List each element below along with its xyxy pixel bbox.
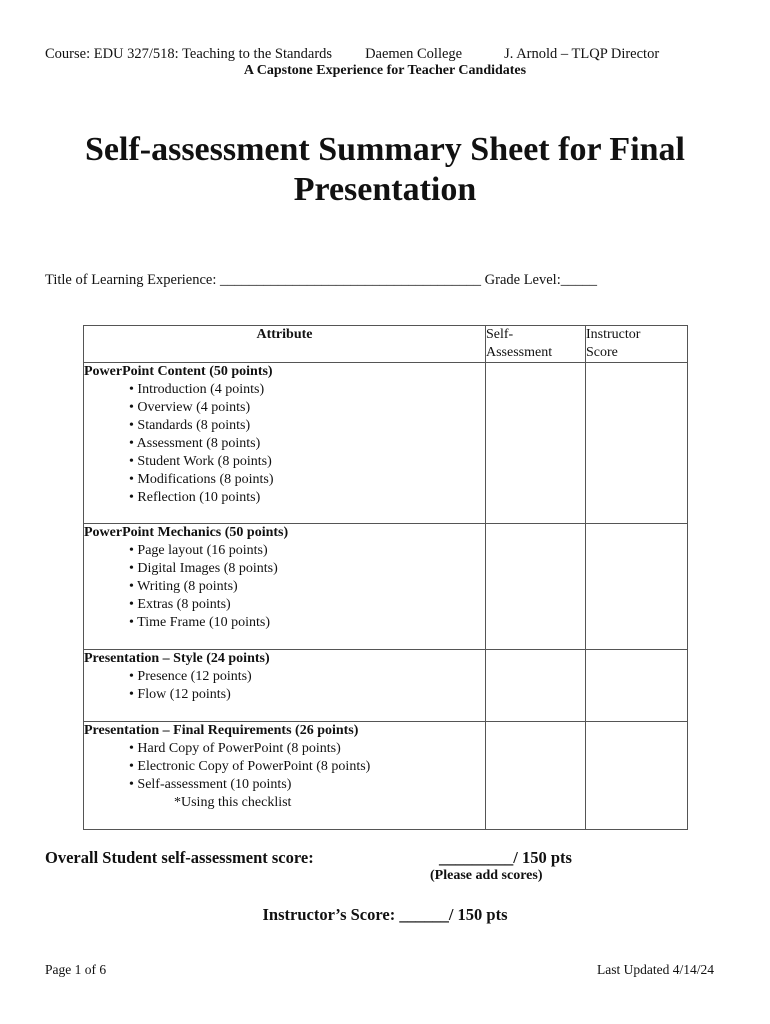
header-subtitle: A Capstone Experience for Teacher Candidates [243, 63, 527, 78]
table-row [84, 722, 688, 830]
list-item: • Assessment (8 points) [129, 436, 261, 451]
list-item: • Page layout (16 points) [129, 543, 268, 558]
instructor-score-cell [586, 363, 688, 524]
instructor-score-cell [586, 722, 688, 830]
list-item: • Modifications (8 points) [129, 472, 274, 487]
section-final-requirements [84, 722, 486, 830]
section-style [84, 650, 486, 722]
course-name: Course: EDU 327/518: Teaching to the Standards [45, 46, 333, 62]
title-line-2: Presentation [293, 171, 477, 208]
section-mechanics [84, 524, 486, 650]
section-content [84, 363, 486, 524]
document-header [45, 46, 725, 79]
title-line-1: Self-assessment Summary Sheet for Final [85, 131, 685, 168]
table-row [84, 363, 688, 524]
instructor-score-header [586, 326, 688, 363]
list-item: • Student Work (8 points) [129, 454, 272, 469]
college-name: Daemen College [365, 46, 463, 62]
header-line [45, 46, 725, 63]
list-item: • Reflection (10 points) [129, 490, 261, 505]
self-assessment-cell [486, 363, 586, 524]
table-row [84, 650, 688, 722]
self-assessment-header-label: Self- Assessment [486, 327, 553, 360]
last-updated: Last Updated 4/14/24 [597, 962, 714, 977]
instructor-score-cell [586, 650, 688, 722]
list-item: • Introduction (4 points) [129, 382, 265, 397]
section-title: PowerPoint Mechanics (50 points) [84, 525, 289, 540]
director-name: J. Arnold – TLQP Director [504, 46, 660, 62]
attribute-header: Attribute [84, 326, 486, 363]
section-title: Presentation – Style (24 points) [84, 651, 270, 666]
section-title: PowerPoint Content (50 points) [84, 364, 273, 379]
list-item: • Digital Images (8 points) [129, 561, 278, 576]
list-item: • Self-assessment (10 points) [129, 777, 292, 792]
list-item: • Hard Copy of PowerPoint (8 points) [129, 741, 341, 756]
overall-score-blank: _________/ 150 pts [439, 848, 572, 867]
self-assessment-cell [486, 722, 586, 830]
list-item: • Overview (4 points) [129, 400, 251, 415]
list-item: • Flow (12 points) [129, 687, 231, 702]
self-assessment-cell [486, 650, 586, 722]
instructor-score-line: Instructor’s Score: ______/ 150 pts [262, 905, 508, 924]
rubric-table [83, 325, 688, 830]
self-assessment-header [486, 326, 586, 363]
instructor-score-cell [586, 524, 688, 650]
page-title [0, 130, 770, 210]
list-item: • Standards (8 points) [129, 418, 251, 433]
instructor-score-header-label: Instructor Score [586, 327, 641, 360]
learning-experience-field: Title of Learning Experience: ____________________________________ Grade Level:_____ [45, 272, 597, 288]
self-assessment-cell [486, 524, 586, 650]
table-row [84, 524, 688, 650]
checklist-note: *Using this checklist [174, 795, 292, 810]
section-title: Presentation – Final Requirements (26 points) [84, 723, 359, 738]
table-header-row [84, 326, 688, 363]
page-number: Page 1 of 6 [45, 962, 107, 977]
overall-score-note: (Please add scores) [430, 868, 543, 883]
list-item: • Time Frame (10 points) [129, 615, 271, 630]
list-item: • Extras (8 points) [129, 597, 231, 612]
list-item: • Electronic Copy of PowerPoint (8 points) [129, 759, 371, 774]
list-item: • Writing (8 points) [129, 579, 238, 594]
overall-score-label: Overall Student self-assessment score: [45, 848, 314, 867]
list-item: • Presence (12 points) [129, 669, 252, 684]
